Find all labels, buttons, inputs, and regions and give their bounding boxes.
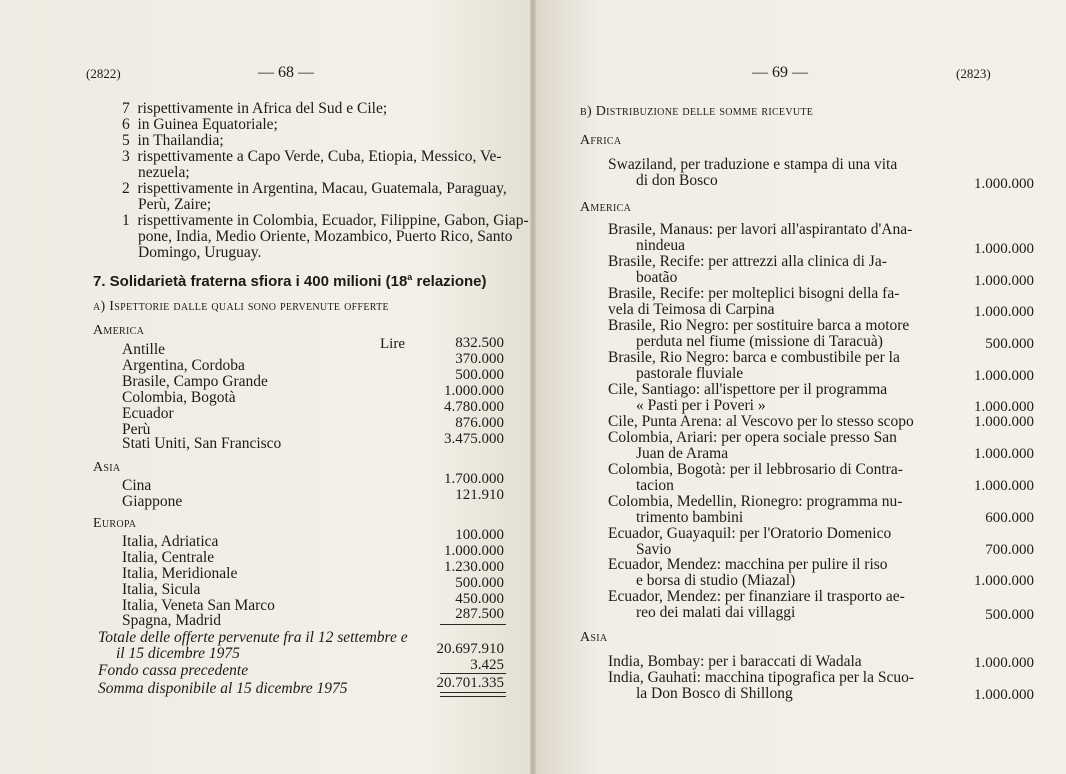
entry-line: pastorale fluviale [636,365,744,382]
donor-label: Italia, Meridionale [122,565,238,582]
entry-amount: 1.000.000 [974,368,1034,384]
donor-label: Ecuador [122,405,174,422]
entry-amount: 500.000 [985,336,1034,352]
left-page [0,0,530,774]
donor-label: Argentina, Cordoba [122,357,245,374]
donor-amount: 450.000 [455,591,504,607]
list-item: pone, India, Medio Oriente, Mozambico, Puerto Rico, Santo [138,228,513,245]
donor-label: Giappone [122,493,183,510]
donor-amount: 3.475.000 [444,431,504,447]
entry-line: Brasile, Manaus: per lavori all'aspirantato d'Ana- [608,221,913,238]
donor-amount: 4.780.000 [444,399,504,415]
entry-line: Brasile, Recife: per attrezzi alla clinica di Ja- [608,253,887,270]
entry-amount: 500.000 [985,607,1034,623]
donor-amount: 1.000.000 [444,383,504,399]
group-heading-america: America [580,200,632,215]
available-sum-label: Somma disponibile al 15 dicembre 1975 [98,680,348,697]
list-item: 3 rispettivamente a Capo Verde, Cuba, Etiopia, Messico, Ve- [122,148,502,165]
entry-line: Ecuador, Mendez: per finanziare il trasporto ae- [608,588,905,605]
donor-amount: 287.500 [455,606,504,622]
entry-line: India, Gauhati: macchina tipografica per la Scuo- [608,669,914,686]
total-label: Totale delle offerte pervenute fra il 12 settembre e [98,629,408,646]
entry-amount: 1.000.000 [974,241,1034,257]
entry-amount: 1.000.000 [974,478,1034,494]
donor-amount: 121.910 [455,487,504,503]
donor-label: Italia, Adriatica [122,533,219,550]
section-title: 7. Solidarietà fraterna sfiora i 400 milioni (18$^a$ relazione) [93,272,487,290]
right-page-number: — 69 — [752,64,808,81]
entry-line: Swaziland, per traduzione e stampa di una vita [608,156,898,173]
left-subsection-title: a) Ispettorie dalle quali sono pervenute offerte [93,299,389,314]
total-amount: 20.697.910 [436,641,504,657]
right-subsection-title: b) Distribuzione delle somme ricevute [580,104,814,119]
donor-amount: 500.000 [455,367,504,383]
entry-line: Brasile, Rio Negro: per sostituire barca a motore [608,317,910,334]
entry-amount: 1.000.000 [974,446,1034,462]
cash-fund-label: Fondo cassa precedente [98,662,249,679]
donor-label: Italia, Sicula [122,581,201,598]
group-heading-asia: Asia [93,460,121,475]
entry-line: perduta nel fiume (missione di Taracuà) [636,333,883,350]
donor-label: Spagna, Madrid [122,612,222,629]
donor-label: Antille [122,341,166,358]
cash-fund-amount: 3.425 [470,657,504,673]
entry-line: boatão [636,269,678,286]
donor-amount: 1.000.000 [444,543,504,559]
entry-line: di don Bosco [636,172,718,189]
entry-line: tacion [636,477,674,494]
donor-label: Brasile, Campo Grande [122,373,268,390]
entry-line: Brasile, Rio Negro: barca e combustibile per la [608,349,900,366]
entry-line: Brasile, Recife: per molteplici bisogni della fa- [608,285,900,302]
right-page [536,0,1066,774]
total-label: il 15 dicembre 1975 [116,645,240,662]
donor-amount: 832.500 [455,335,504,351]
donor-label: Cina [122,477,152,494]
list-item: Perù, Zaire; [138,196,212,213]
entry-amount: 1.000.000 [974,414,1034,430]
group-heading-africa: Africa [580,133,622,148]
entry-amount: 1.000.000 [974,573,1034,589]
donor-amount: 370.000 [455,351,504,367]
entry-line: la Don Bosco di Shillong [636,685,793,702]
entry-amount: 1.000.000 [974,655,1034,671]
entry-amount: 1.000.000 [974,176,1034,192]
list-item: 2 rispettivamente in Argentina, Macau, Guatemala, Paraguay, [122,180,507,197]
entry-amount: 1.000.000 [974,304,1034,320]
group-heading-asia: Asia [580,630,608,645]
entry-line: trimento bambini [636,509,744,526]
entry-line: « Pasti per i Poveri » [636,397,766,414]
donor-label: Stati Uniti, San Francisco [122,435,282,452]
entry-line: Colombia, Bogotà: per il lebbrosario di Contra- [608,461,903,478]
entry-amount: 700.000 [985,542,1034,558]
entry-line: e borsa di studio (Miazal) [636,572,796,589]
double-rule [440,692,506,697]
donor-label: Perù [122,421,151,438]
donor-amount: 500.000 [455,575,504,591]
available-sum-amount: 20.701.335 [436,675,504,691]
entry-line: reo dei malati dai villaggi [636,604,796,621]
group-heading-europa: Europa [93,516,137,531]
entry-amount: 600.000 [985,510,1034,526]
entry-line: nindeua [636,237,686,254]
donor-amount: 1.230.000 [444,559,504,575]
entry-line: Savio [636,541,672,558]
entry-line: Juan de Arama [636,445,729,462]
entry-line: Ecuador, Mendez: macchina per pulire il riso [608,556,888,573]
entry-line: Cile, Punta Arena: al Vescovo per lo stesso scopo [608,413,914,430]
entry-amount: 1.000.000 [974,687,1034,703]
subtotal-rule [440,624,506,625]
entry-amount: 1.000.000 [974,273,1034,289]
entry-line: Ecuador, Guayaquil: per l'Oratorio Domenico [608,525,892,542]
donor-amount: 876.000 [455,415,504,431]
donor-label: Italia, Veneta San Marco [122,597,275,614]
list-item: Domingo, Uruguay. [138,244,262,261]
entry-line: vela di Teimosa di Carpina [608,301,775,318]
list-item: 5 in Thailandia; [122,132,224,149]
list-item: nezuela; [138,164,190,181]
entry-line: Cile, Santiago: all'ispettore per il programma [608,381,888,398]
donor-amount: 100.000 [455,527,504,543]
list-item: 7 rispettivamente in Africa del Sud e Cile; [122,100,388,117]
group-heading-america: America [93,323,145,338]
donor-label: Colombia, Bogotà [122,389,236,406]
currency-label: Lire [380,336,405,352]
left-page-number: — 68 — [258,64,314,81]
entry-amount: 1.000.000 [974,399,1034,415]
right-page-code: (2823) [956,66,991,81]
entry-line: Colombia, Medellin, Rionegro: programma nu- [608,493,903,510]
sum-rule [440,673,506,674]
entry-line: Colombia, Ariari: per opera sociale presso San [608,429,897,446]
entry-line: India, Bombay: per i baraccati di Wadala [608,653,862,670]
left-page-code: (2822) [86,66,121,81]
donor-amount: 1.700.000 [444,471,504,487]
donor-label: Italia, Centrale [122,549,215,566]
list-item: 1 rispettivamente in Colombia, Ecuador, Filippine, Gabon, Giap- [122,212,529,229]
list-item: 6 in Guinea Equatoriale; [122,116,278,133]
